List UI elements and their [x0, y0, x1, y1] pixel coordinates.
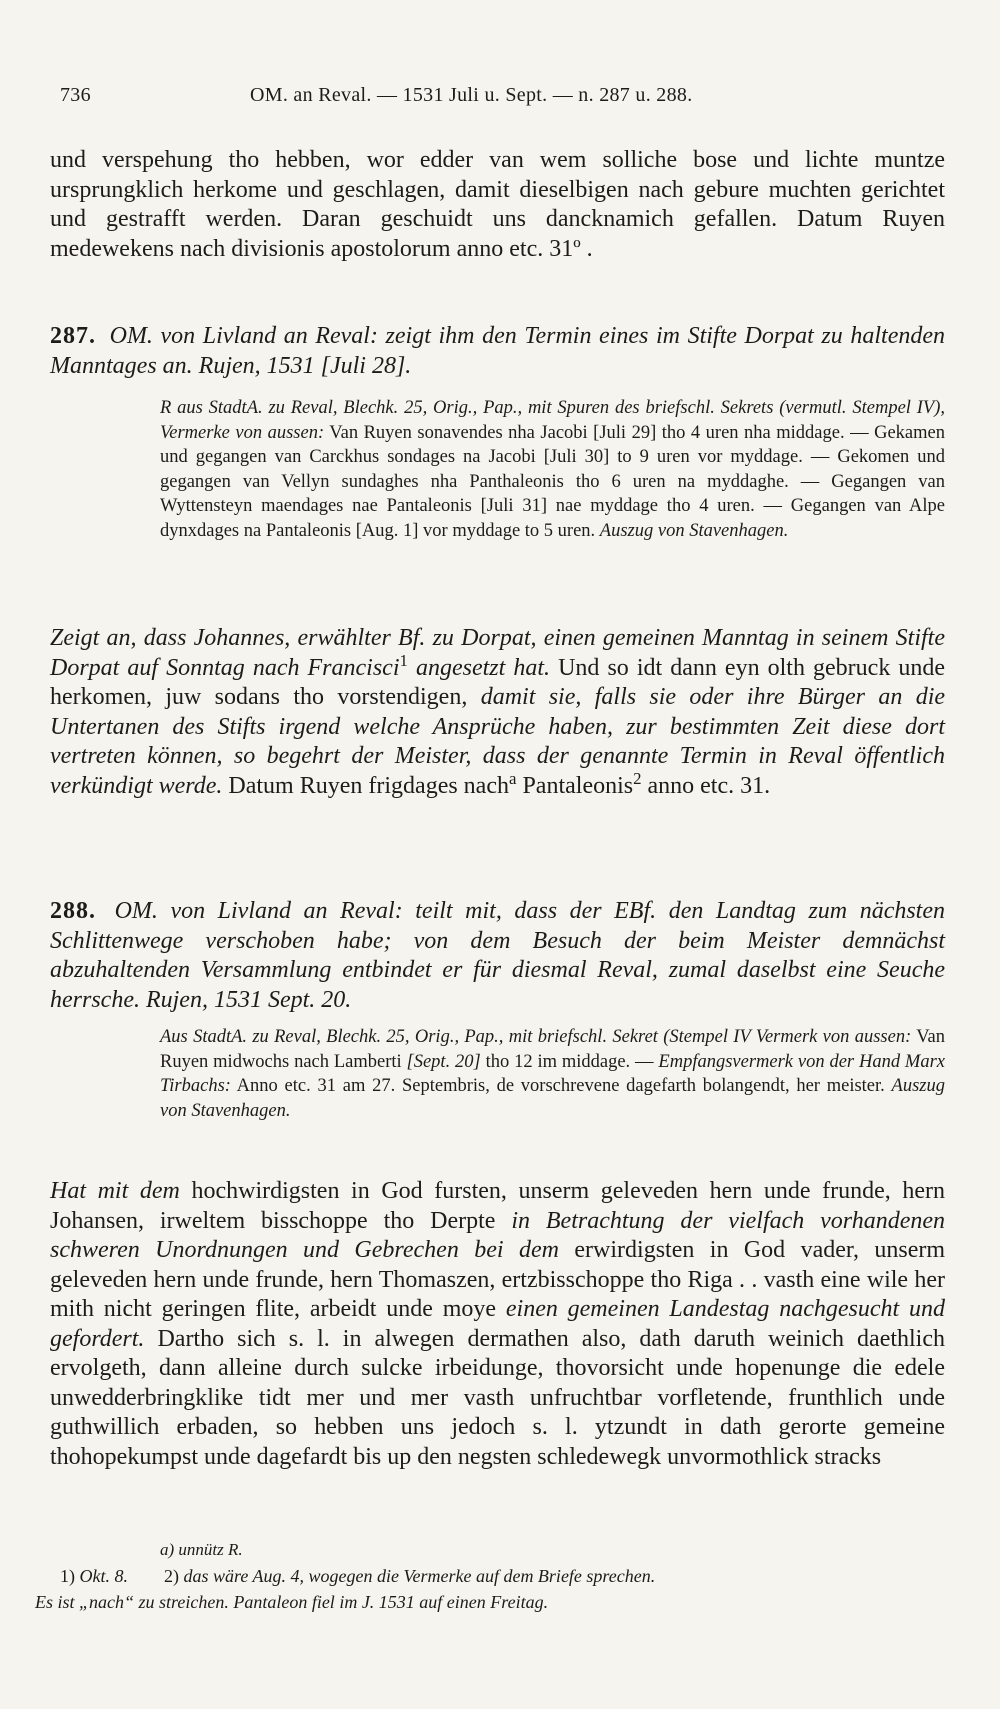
doc-287-heading	[50, 322, 945, 381]
running-header	[60, 84, 945, 110]
footnote-a	[160, 1540, 243, 1560]
doc-287-text4: anno etc. 31.	[647, 772, 771, 799]
doc-288-text3: Dartho sich s. l. in alwegen dermathen also, dath daruth weinich daethlich ervolgeth, dann alleine durch sulcke irbeidunge, thovorsicht unde hopenunge die edele unwedderbringklike tidt mer und mer vasth unfruchtbar vorfletende, frunthlich unde guthwillich erbaden, so hebben uns jedoch s. l. ytzundt in dath gerorte gemeine thohopekumpst unde dagefardt bis up den negsten schledewegk unvormothlick stracks	[50, 1325, 946, 1470]
doc-287-text3: Pantaleonis	[522, 772, 634, 799]
doc-288-italic1: Hat mit dem	[50, 1178, 180, 1204]
doc-287-summary-end: angesetzt hat.	[415, 654, 551, 681]
footnote-ref-a: a	[509, 768, 517, 788]
doc-288-body	[50, 1177, 945, 1472]
footnote-ref-1: 1	[399, 650, 408, 670]
doc-288-italic2: in Betrachtung der vielfach vorhandenen schweren Unordnungen und Gebrechen bei dem	[50, 1207, 946, 1263]
doc-287-text2: Datum Ruyen frigdages nach	[228, 772, 509, 799]
footnote-2-continued	[35, 1592, 945, 1613]
doc-288-source-text: Van Ruyen midwochs nach Lamberti	[160, 1027, 945, 1072]
intro-paragraph	[50, 146, 945, 264]
doc-287-source	[160, 396, 945, 543]
doc-288-source-end: Auszug von Stavenhagen.	[160, 1076, 945, 1121]
doc-288-italic3: einen gemeinen Landestag nachgesucht und gefordert.	[50, 1296, 946, 1352]
doc-288-regest: OM. von Livland an Reval: teilt mit, dass der EBf. den Landtag zum nächsten Schlittenwege verschoben habe; von dem Besuch der beim Meister demnächst abzuhaltenden Versammlung entbindet er für diesmal Reval, zumal daselbst eine Seuche herrsche. Rujen, 1531 Sept. 20.	[50, 898, 946, 1013]
doc-288-text1: hochwirdigsten in God fursten, unserm geleveden hern unde frunde, hern Johansen, irweltem bisschoppe tho Derpte	[50, 1178, 946, 1234]
footnote-2-cont-text: Es ist „nach“ zu streichen. Pantaleon fiel im J. 1531 auf einen Freitag.	[35, 1592, 549, 1612]
doc-288-text2: erwirdigsten in God vader, unserm geleveden hern unde frunde, hern Thomaszen, ertzbisschoppe tho Riga . . vasth eine wile her mith nicht geringen flite, arbeidt unde moye	[50, 1237, 946, 1322]
doc-288-source-text3: Anno etc. 31 am 27. Septembris, de vorschrevene dagefarth bolangendt, her meister.	[236, 1076, 885, 1096]
doc-287-italic-paraphrase: damit sie, falls sie oder ihre Bürger an die Untertanen des Stifts irgend welche Ansprüche haben, zur bestimmten Zeit diese dort vertreten können, so begehrt der Meister, dass der genannte Termin in Reval öffentlich verkündigt werde.	[50, 684, 946, 799]
footnote-a-text: a) unnütz R.	[160, 1540, 243, 1559]
doc-288-source-italic2: Empfangsvermerk von der Hand Marx Tirbachs:	[160, 1051, 945, 1096]
doc-288-number: 288.	[50, 898, 96, 924]
doc-288-heading	[50, 897, 945, 1015]
footnote-ref-2: 2	[633, 768, 642, 788]
doc-287-source-end: Auszug von Stavenhagen.	[599, 520, 789, 541]
doc-288-source-italic: Aus StadtA. zu Reval, Blechk. 25, Orig., Pap., mit briefschl. Sekret (Stempel IV Vermerk von aussen:	[160, 1027, 912, 1047]
footnote-1-text: Okt. 8.	[79, 1566, 128, 1586]
footnote-1-mark: 1)	[60, 1566, 75, 1586]
doc-288-source	[160, 1025, 945, 1123]
doc-287-body	[50, 624, 945, 801]
footnote-2-text: das wäre Aug. 4, wogegen die Vermerke auf dem Briefe sprechen.	[183, 1566, 656, 1586]
doc-288-source-date: [Sept. 20]	[406, 1051, 481, 1072]
doc-287-number: 287.	[50, 323, 96, 349]
doc-288-source-text2: tho 12 im middage. —	[485, 1051, 654, 1072]
footnote-2-mark: 2)	[164, 1566, 179, 1586]
running-title: OM. an Reval. — 1531 Juli u. Sept. — n. 287 u. 288.	[250, 84, 693, 106]
intro-text: und verspehung tho hebben, wor edder van wem solliche bose und lichte muntze ursprungklich herkome und geschlagen, damit dieselbigen nach gebure muchten gerichtet und gestrafft werden. Daran geschuidt uns dancknamich gefallen. Datum Ruyen medewekens nach divisionis apostolorum anno etc. 31º .	[50, 147, 945, 262]
doc-287-text1: Und so idt dann eyn olth gebruck unde herkomen, juw sodans tho vorstendigen,	[50, 654, 946, 710]
doc-287-summary: Zeigt an, dass Johannes, erwählter Bf. zu Dorpat, einen gemeinen Manntag in seinem Stifte Dorpat auf Sonntag nach Francisci	[50, 625, 945, 681]
doc-287-regest: OM. von Livland an Reval: zeigt ihm den Termin eines im Stifte Dorpat zu haltenden Manntages an. Rujen, 1531 [Juli 28].	[50, 323, 946, 379]
doc-287-source-text: Van Ruyen sonavendes nha Jacobi [Juli 29] tho 4 uren nha middage. — Gekamen und gegangen van Carckhus sondages na Jacobi [Juli 30] to 9 uren vor myddage. — Gekomen und gegangen van Vellyn sundaghes nha Panthaleonis tho 6 uren na myddaghe. — Gegangen van Wyttensteyn maendages nae Pantaleonis [Juli 31] nae myddage tho 4 uren. — Gegangen van Alpe dynxdages na Pantaleonis [Aug. 1] vor myddage to 5 uren.	[160, 422, 945, 541]
footnote-1-2	[60, 1566, 945, 1587]
page-number: 736	[60, 84, 91, 106]
doc-287-source-italic: R aus StadtA. zu Reval, Blechk. 25, Orig., Pap., mit Spuren des briefschl. Sekrets (vermutl. Stempel IV), Vermerke von aussen:	[160, 398, 945, 443]
